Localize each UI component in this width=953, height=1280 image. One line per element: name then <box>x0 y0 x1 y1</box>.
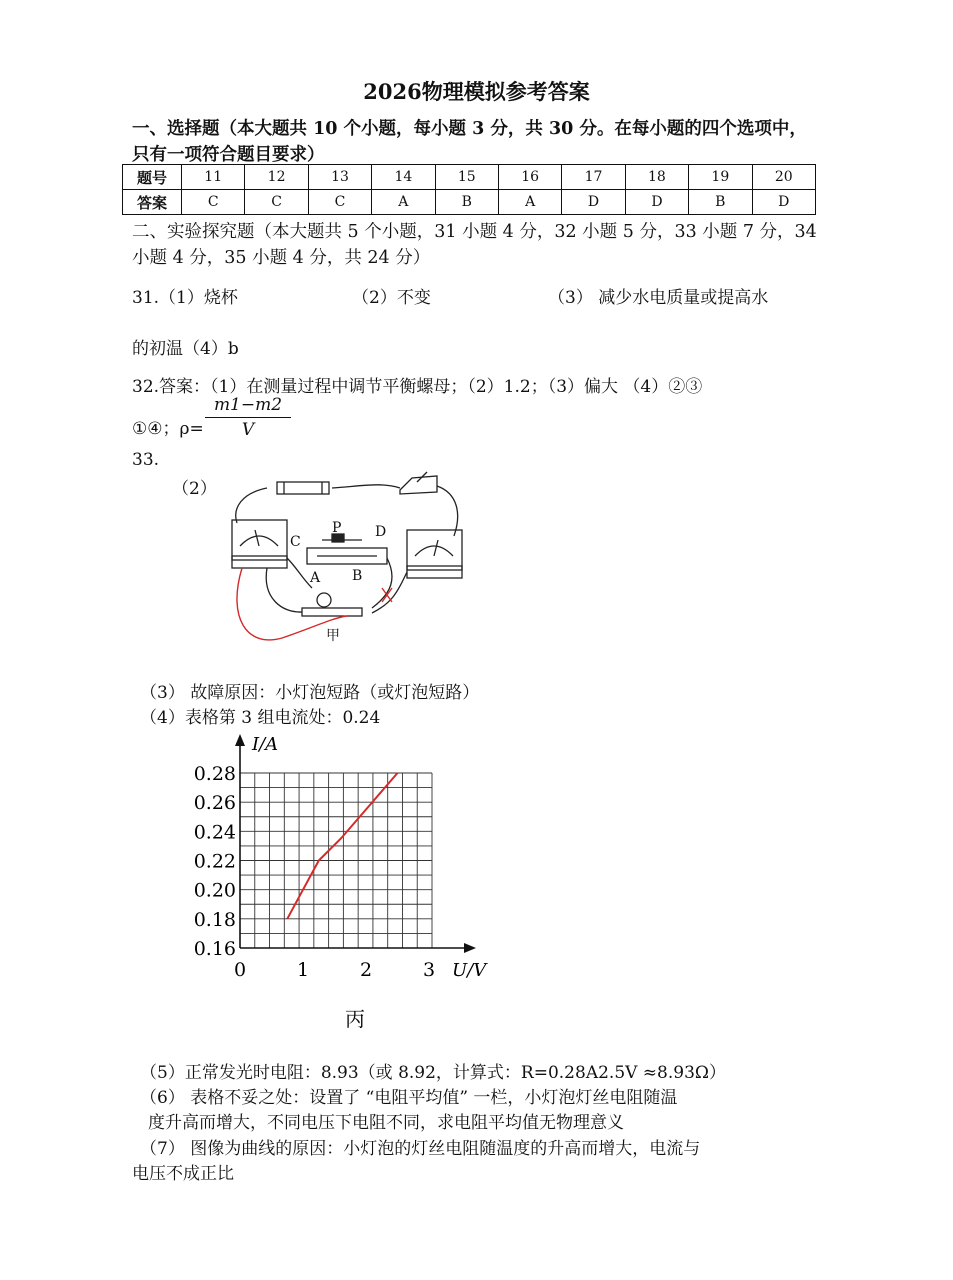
table-cell: 17 <box>562 165 625 190</box>
q32-line1: 32.答案：（1）在测量过程中调节平衡螺母；（2）1.2；（3）偏大 （4）②③ <box>132 377 703 397</box>
y-tick-label: 0.20 <box>193 879 236 902</box>
answer-table-number-row <box>123 165 816 190</box>
lamp-icon <box>317 593 331 607</box>
section1-heading: 一、选择题（本大题共 10 个小题，每小题 3 分，共 30 分。在每小题的四个选项中，只有一项符合题目要求） <box>132 119 807 165</box>
chart-axes <box>235 734 476 953</box>
label-A: A <box>310 570 321 586</box>
label-B: B <box>352 568 363 584</box>
label-C: C <box>290 534 301 550</box>
chart-caption: 丙 <box>345 1007 365 1031</box>
q31-part3: （3） 减少水电质量或提高水 <box>548 288 769 308</box>
fraction-numerator: m1−m2 <box>205 395 291 418</box>
q31-part2: （2）不变 <box>352 288 431 308</box>
table-cell: D <box>625 190 688 215</box>
row-header-answer: 答案 <box>123 190 182 215</box>
table-cell: B <box>435 190 498 215</box>
table-cell: 15 <box>435 165 498 190</box>
table-cell: 12 <box>245 165 308 190</box>
table-cell: A <box>498 190 561 215</box>
q31-continuation: 的初温（4）b <box>132 339 239 359</box>
label-P: P <box>332 520 342 536</box>
q32-line2: ①④；ρ= <box>132 419 204 439</box>
y-tick-label: 0.24 <box>193 821 236 844</box>
table-cell: 20 <box>752 165 815 190</box>
fraction-denominator: V <box>241 420 255 440</box>
table-cell: 13 <box>308 165 371 190</box>
q33-sub7-line2: 电压不成正比 <box>132 1164 234 1184</box>
row-header-number: 题号 <box>123 165 182 190</box>
table-cell: 14 <box>372 165 435 190</box>
circuit-diagram <box>222 468 472 658</box>
table-cell: C <box>245 190 308 215</box>
table-cell: A <box>372 190 435 215</box>
q33-label: 33. <box>132 450 160 470</box>
density-fraction <box>205 395 291 440</box>
y-axis-arrow-icon <box>235 734 245 746</box>
table-cell: 16 <box>498 165 561 190</box>
table-cell: D <box>752 190 815 215</box>
label-D: D <box>375 524 387 540</box>
switch-icon <box>400 476 437 494</box>
x-tick-label: 1 <box>296 959 310 981</box>
y-tick-label: 0.28 <box>193 763 236 785</box>
y-axis-label: I/A <box>252 734 279 755</box>
y-tick-label: 0.16 <box>193 938 236 960</box>
x-axis-arrow-icon <box>464 943 476 953</box>
answer-table <box>122 164 816 215</box>
voltmeter-icon <box>407 530 462 570</box>
x-tick-label: 3 <box>422 959 436 981</box>
q31-part1: 31.（1）烧杯 <box>132 288 238 308</box>
q33-sub2-label: （2） <box>172 479 217 499</box>
table-cell: 18 <box>625 165 688 190</box>
answer-table-answer-row <box>123 190 816 215</box>
q33-sub3: （3） 故障原因：小灯泡短路（或灯泡短路） <box>140 683 480 703</box>
ammeter-icon <box>232 520 287 560</box>
table-cell: B <box>689 190 752 215</box>
q33-sub6-line2: 度升高而增大，不同电压下电阻不同，求电阻平均值无物理意义 <box>148 1113 624 1133</box>
y-tick-label: 0.18 <box>193 908 236 931</box>
table-cell: C <box>308 190 371 215</box>
table-cell: D <box>562 190 625 215</box>
section2-heading: 二、实验探究题（本大题共 5 个小题，31 小题 4 分，32 小题 5 分，33 小题 7 分，34 小题 4 分，35 小题 4 分，共 24 分） <box>132 222 817 268</box>
table-cell: 11 <box>182 165 245 190</box>
label-jia: 甲 <box>326 628 340 644</box>
table-cell: C <box>182 190 245 215</box>
iu-chart <box>180 728 500 1048</box>
x-axis-label: U/V <box>452 960 487 981</box>
x-tick-label: 2 <box>359 959 373 981</box>
q33-sub4: （4）表格第 3 组电流处：0.24 <box>140 708 381 728</box>
q33-sub5: （5）正常发光时电阻：8.93（或 8.92，计算式：R=0.28A2.5V ≈8.93Ω） <box>140 1063 727 1083</box>
y-tick-label: 0.22 <box>193 850 236 873</box>
cross-mark-icon <box>382 588 392 602</box>
q33-sub6-line1: （6） 表格不妥之处：设置了 “电阻平均值” 一栏，小灯泡灯丝电阻随温 <box>140 1088 678 1108</box>
y-tick-label: 0.26 <box>193 792 236 815</box>
page-title: 2026物理模拟参考答案 <box>363 79 590 104</box>
chart-grid <box>240 773 432 948</box>
x-tick-label: 0 <box>233 959 247 981</box>
battery-icon <box>277 482 329 494</box>
q33-sub7-line1: （7） 图像为曲线的原因：小灯泡的灯丝电阻随温度的升高而增大，电流与 <box>140 1139 701 1159</box>
table-cell: 19 <box>689 165 752 190</box>
